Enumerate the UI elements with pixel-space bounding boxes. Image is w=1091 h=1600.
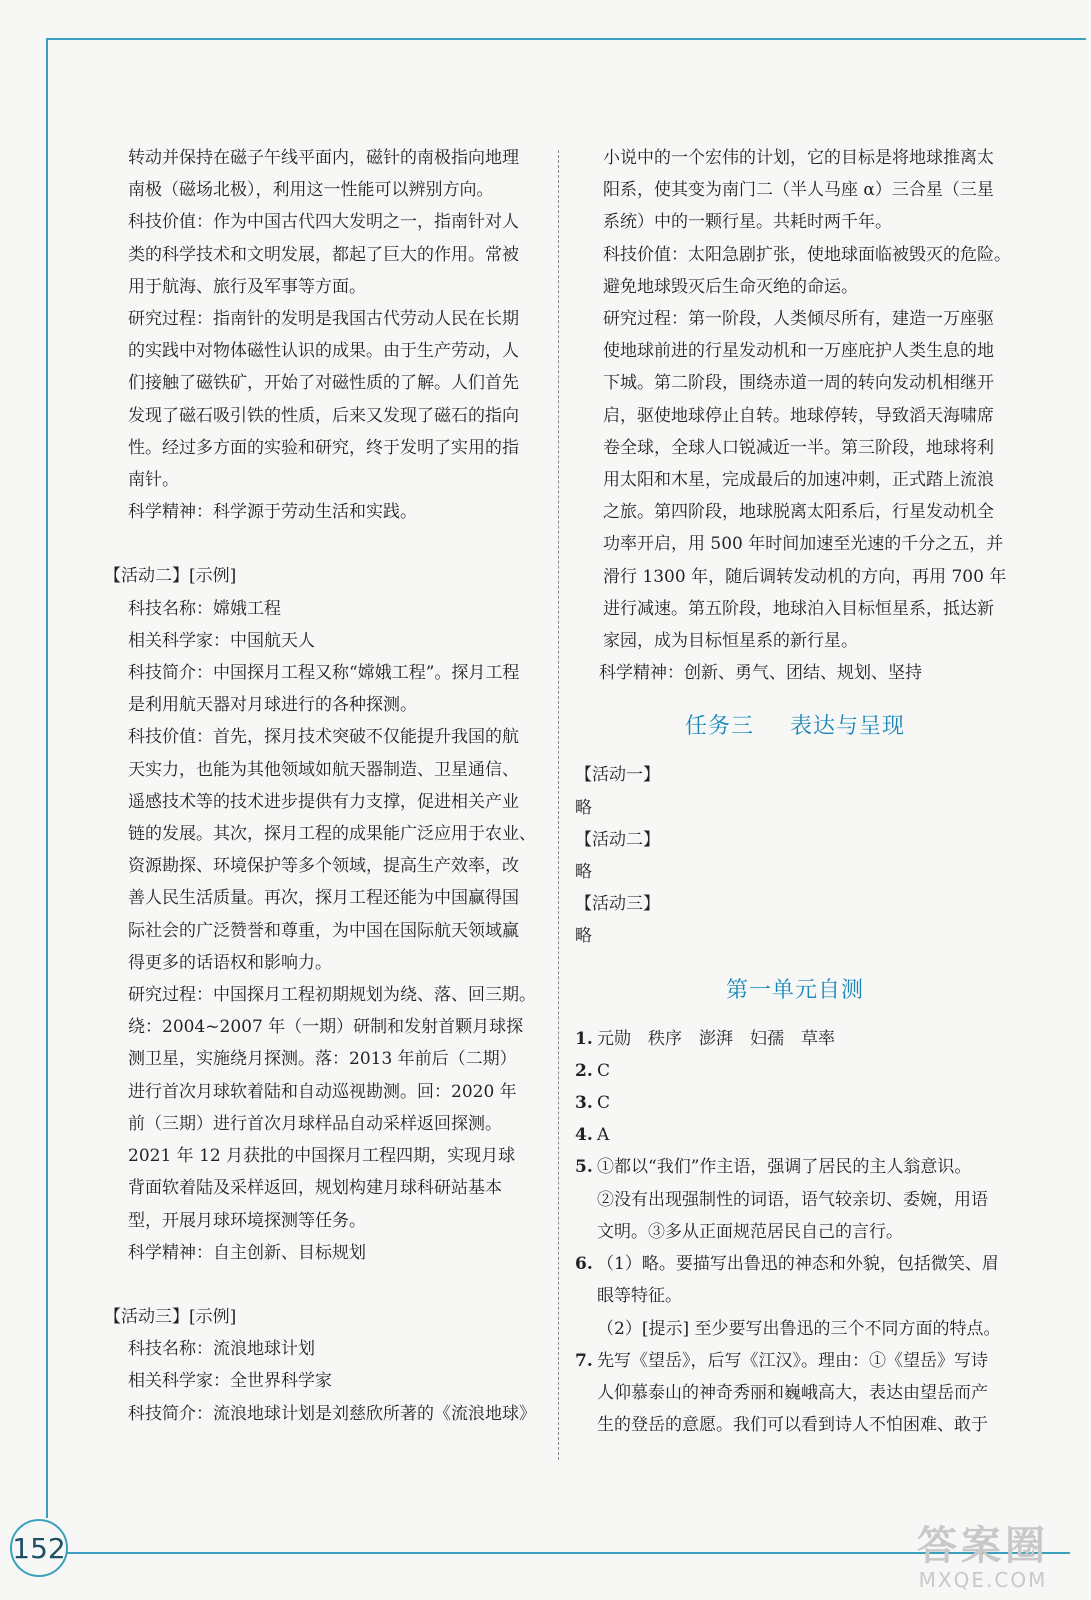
text-line: 测卫星，实施绕月探测。落：2013 年前后（二期） [128,1049,517,1070]
answer-4 [575,1119,1015,1151]
text-line: 避免地球毁灭后生命灭绝的命运。 [603,276,858,297]
activity-answer: 略 [575,862,592,883]
answer-6 [575,1248,1015,1280]
text-line: 科技名称：流浪地球计划 [128,1339,315,1360]
answer-text: 先写《望岳》，后写《江汉》。理由：①《望岳》写诗 [597,1350,988,1371]
wandering-earth-value [575,239,1015,303]
text-line: 生的登岳的意愿。我们可以看到诗人不怕困难、敢于 [597,1415,988,1436]
text-line: 背面软着陆及采样返回，规划构建月球科研站基本 [128,1178,502,1199]
unit-test-title: 第一单元自测 [725,977,864,1003]
activity-two-body [128,593,540,1269]
right-column [575,142,1015,1441]
wandering-earth-intro [575,142,1015,239]
wandering-earth-research [575,303,1015,657]
text-line: 是利用航天器对月球进行的各种探测。 [128,695,417,716]
task-three-title: 表达与呈现 [790,714,906,740]
activity-answer: 略 [575,926,592,947]
activity-heading: 【活动二】 [575,829,660,850]
text-line: 型，开展月球环境探测等任务。 [128,1210,366,1231]
task-three-label: 任务三 [684,714,754,740]
text-line: 科技简介：中国探月工程又称“嫦娥工程”。探月工程 [128,663,520,684]
text-line: 前（三期）进行首次月球样品自动采样返回探测。 [128,1113,502,1134]
text-line: 南极（磁场北极），利用这一性能可以辨别方向。 [128,180,494,201]
compass-spirit-line: 科学精神：科学源于劳动生活和实践。 [128,502,417,523]
watermark-text: 答案圈 [917,1523,1049,1569]
compass-value-paragraph [128,206,540,303]
task-three-activities [575,759,1015,952]
text-line: 研究过程：中国探月工程初期规划为绕、落、回三期。 [128,985,536,1006]
text-line: 类的科学技术和文明发展，都起了巨大的作用。常被 [128,244,519,265]
text-line: 进行减速。第五阶段，地球泊入目标恒星系，抵达新 [603,598,994,619]
text-line: 遥感技术等的技术进步提供有力支撑，促进相关产业 [128,791,519,812]
text-line: 进行首次月球软着陆和自动巡视勘测。回：2020 年 [128,1081,517,1102]
text-line: 科技价值：太阳急剧扩张，使地球面临被毁灭的危险。 [603,244,1011,265]
text-line: 科技价值：首先，探月技术突破不仅能提升我国的航 [128,727,519,748]
text-line: 资源勘探、环境保护等多个领域，提高生产效率，改 [128,856,519,877]
text-line: 性。经过多方面的实验和研究，终于发明了实用的指 [128,437,519,458]
text-line: 滑行 1300 年，随后调转发动机的方向，再用 700 年 [603,566,1007,587]
answer-text: （1）略。要描写出鲁迅的神态和外貌，包括微笑、眉 [597,1254,999,1275]
activity-two-heading: 【活动二】[示例] [104,566,237,587]
left-column [104,142,540,1430]
text-line: 科技简介：流浪地球计划是刘慈欣所著的《流浪地球》 [128,1403,536,1424]
answer-2 [575,1055,1015,1087]
text-line: 南针。 [128,470,179,491]
text-line: 科技名称：嫦娥工程 [128,598,281,619]
text-line: 功率开启，用 500 年时间加速至光速的千分之五，并 [603,534,1004,555]
activity-three-body [128,1333,540,1430]
question-number: 2. [575,1060,593,1081]
text-line: 绕：2004~2007 年（一期）研制和发射首颗月球探 [128,1017,524,1038]
question-number: 4. [575,1125,593,1146]
text-line: 人仰慕泰山的神奇秀丽和巍峨高大，表达由望岳而产 [597,1382,988,1403]
text-line: 的实践中对物体磁性认识的成果。由于生产劳动，人 [128,341,519,362]
activity-answer: 略 [575,797,592,818]
text-line: 2021 年 12 月获批的中国探月工程四期，实现月球 [128,1146,516,1167]
task-three-heading [575,711,1015,743]
answer-text: C [597,1060,611,1081]
text-line: 科学精神：自主创新、目标规划 [128,1242,366,1263]
text-line: 链的发展。其次，探月工程的成果能广泛应用于农业、 [128,824,536,845]
activity-heading: 【活动三】 [575,894,660,915]
column-divider [558,150,559,1460]
answer-text: C [597,1093,611,1114]
answer-7 [575,1345,1015,1377]
answer-text: A [597,1125,610,1146]
text-line: （2）[提示] 至少要写出鲁迅的三个不同方面的特点。 [597,1318,1001,1339]
answer-text: 元勋 秩序 澎湃 妇孺 草率 [597,1028,835,1049]
text-line: 研究过程：指南针的发明是我国古代劳动人民在长期 [128,309,519,330]
text-line: 阳系，使其变为南门二（半人马座 α）三合星（三星 [603,180,994,201]
text-line: 下城。第二阶段，围绕赤道一周的转向发动机相继开 [603,373,994,394]
question-number: 7. [575,1350,593,1371]
text-line: 际社会的广泛赞誉和尊重，为中国在国际航天领域赢 [128,920,519,941]
text-line: 们接触了磁铁矿，开始了对磁性质的了解。人们首先 [128,373,519,394]
unit-test-answers [575,1023,1015,1442]
question-number: 5. [575,1157,593,1178]
answer-3 [575,1087,1015,1119]
frame-line-top [46,38,1086,40]
text-line: 用太阳和木星，完成最后的加速冲刺，正式踏上流浪 [603,470,994,491]
text-line: 善人民生活质量。再次，探月工程还能为中国赢得国 [128,888,519,909]
frame-line-left [46,38,48,1518]
text-line: 系统）中的一颗行星。共耗时两千年。 [603,212,892,233]
text-line: 使地球前进的行星发动机和一万座庇护人类生息的地 [603,341,994,362]
text-line: 得更多的话语权和影响力。 [128,952,332,973]
watermark-logo [893,1524,1073,1592]
text-line: ②没有出现强制性的词语，语气较亲切、委婉，用语 [597,1189,988,1210]
compass-research-paragraph [128,303,540,496]
text-line: 文明。③多从正面规范居民自己的言行。 [597,1221,903,1242]
answer-text: ①都以“我们”作主语，强调了居民的主人翁意识。 [597,1157,972,1178]
activity-heading: 【活动一】 [575,765,660,786]
text-line: 相关科学家：全世界科学家 [128,1371,332,1392]
spacer [128,528,540,560]
text-line: 卷全球，全球人口锐减近一半。第三阶段，地球将利 [603,437,994,458]
spacer [128,1269,540,1301]
text-line: 眼等特征。 [597,1286,682,1307]
text-line: 科技价值：作为中国古代四大发明之一，指南针对人 [128,212,519,233]
page-number: 152 [10,1519,68,1577]
question-number: 3. [575,1093,593,1114]
text-line: 转动并保持在磁子午线平面内，磁针的南极指向地理 [128,148,519,168]
question-number: 6. [575,1254,593,1275]
answer-1 [575,1023,1015,1055]
text-line: 发现了磁石吸引铁的性质，后来又发现了磁石的指向 [128,405,519,426]
answer-5 [575,1151,1015,1183]
text-line: 相关科学家：中国航天人 [128,630,315,651]
text-line: 小说中的一个宏伟的计划，它的目标是将地球推离太 [603,148,994,168]
text-line: 研究过程：第一阶段，人类倾尽所有，建造一万座驱 [603,309,994,330]
text-line: 家园，成为目标恒星系的新行星。 [603,631,858,652]
compass-intro-paragraph [128,142,540,206]
text-line: 天实力，也能为其他领域如航天器制造、卫星通信、 [128,759,519,780]
wandering-earth-spirit: 科学精神：创新、勇气、团结、规划、坚持 [599,663,922,684]
text-line: 启，驱使地球停止自转。地球停转，导致滔天海啸席 [603,405,994,426]
activity-three-heading: 【活动三】[示例] [104,1306,237,1327]
question-number: 1. [575,1028,593,1049]
text-line: 之旅。第四阶段，地球脱离太阳系后，行星发动机全 [603,502,994,523]
text-line: 用于航海、旅行及军事等方面。 [128,276,366,297]
watermark-url: MXQE.COM [918,1568,1048,1592]
